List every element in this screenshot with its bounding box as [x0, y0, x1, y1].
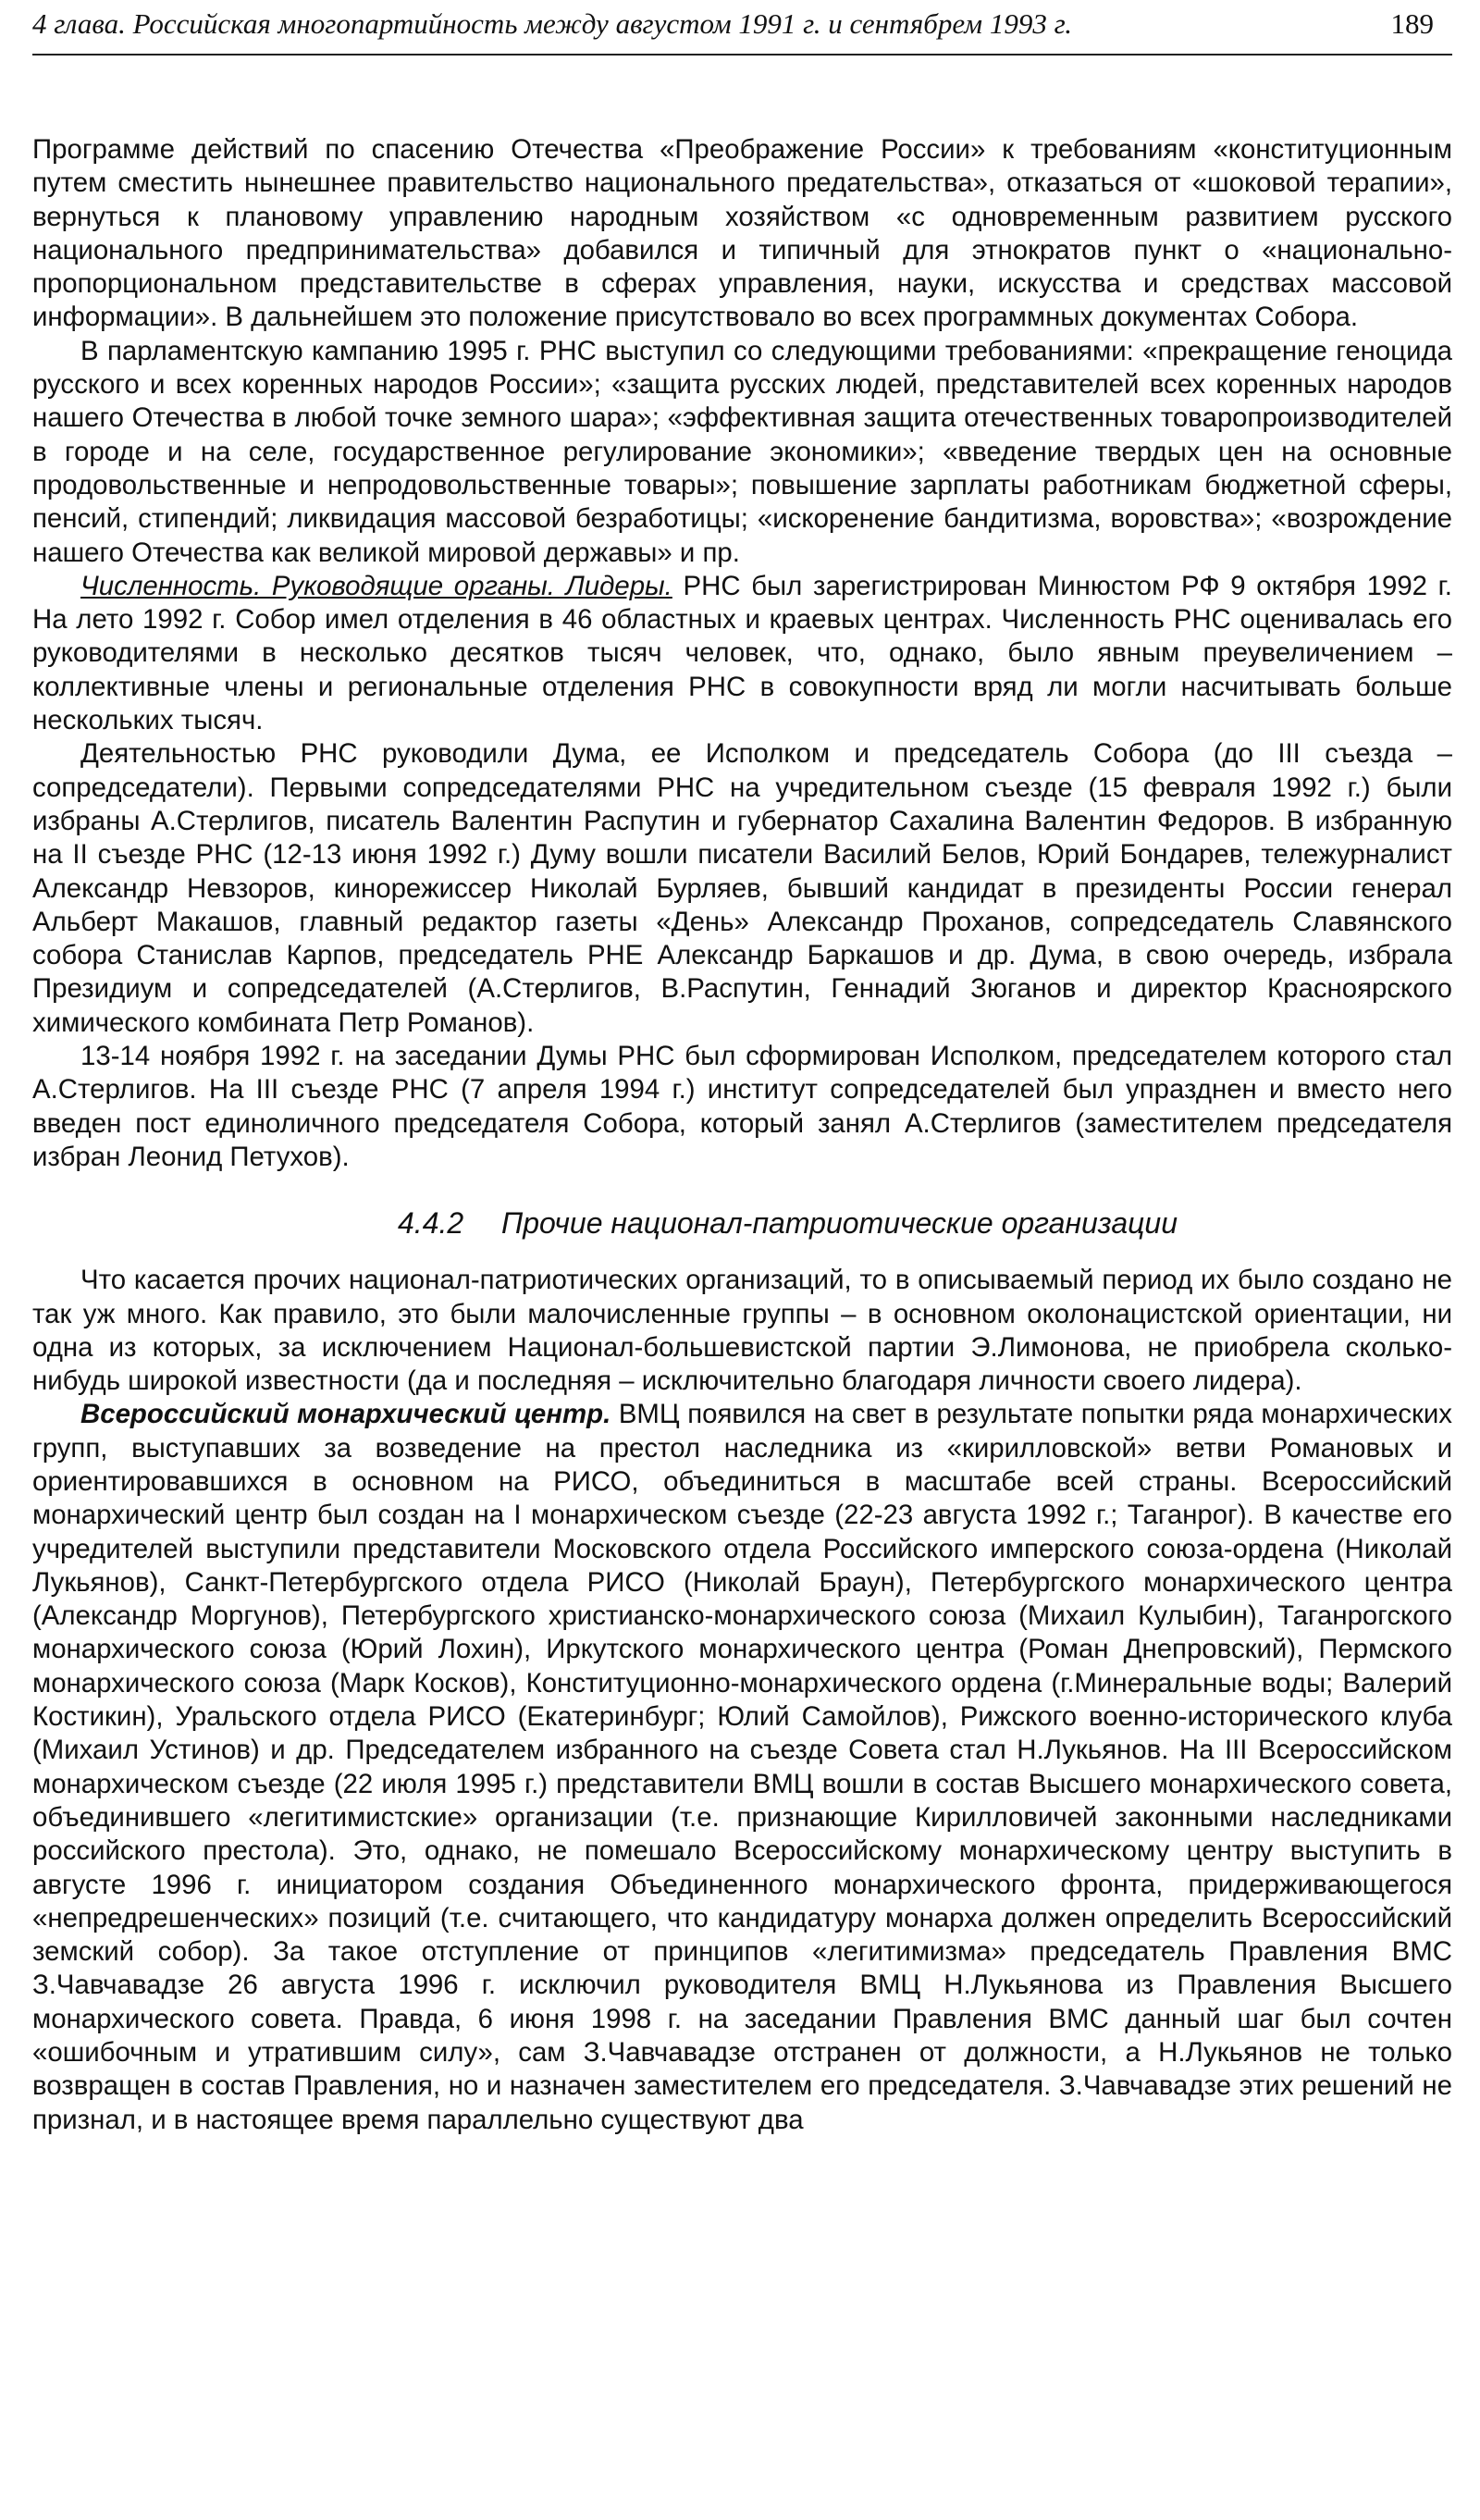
paragraph-lead-underlined: Численность. Руководящие органы. Лидеры.	[80, 570, 672, 601]
paragraph-program: Программе действий по спасению Отечества «Преображение России» к требованиям «конституционным путем сместить нынешнее правительство национального предательства», отказаться от «шоковой терапии», вернуться к плановому управлению народным хозяйством «с одновременным развитием русского национального предпринимательства» добавился и типичный для этнократов пункт о «национально-пропорциональном представительстве в сферах управления, науки, искусства и средствах массовой информации». В дальнейшем это положение присутствовало во всех программных документах Собора.	[32, 134, 1452, 333]
paragraph-executive-committee: 13-14 ноября 1992 г. на заседании Думы РНС был сформирован Исполком, председателем которого стал А.Стерлигов. На III съезде РНС (7 апреля 1994 г.) институт сопредседателей был упразднен и вместо него введен пост единоличного председателя Собора, который занял А.Стерлигов (заместителем председателя избран Леонид Петухов).	[32, 1041, 1452, 1172]
paragraph-text: ВМЦ появился на свет в результате попытки ряда монархических групп, выступавших за возведение на престол наследника из «кирилловской» ветви Романовых и ориентировавшихся в основном на РИСО, объединиться в масштабе всей страны. Всероссийский монархический центр был создан на I монархическом съезде (22-23 августа 1992 г.; Таганрог). В качестве его учредителей выступили представители Московского отдела Российского имперского союза-ордена (Николай Лукьянов), Санкт-Петербургского отдела РИСО (Николай Браун), Петербургского монархического центра (Александр Моргунов), Петербургского христианско-монархического союза (Михаил Кулыбин), Таганрогского монархического союза (Юрий Лохин), Иркутского монархического центра (Роман Днепровский), Пермского монархического союза (Марк Косков), Конституционно-монархического ордена (г.Минеральные воды; Валерий Костикин), Уральского отдела РИСО (Екатеринбург; Юлий Самойлов), Рижского военно-исторического клуба (Михаил Устинов) и др. Председателем избранного на съезде Совета стал Н.Лукьянов. На III Всероссийском монархическом съезде (22 июля 1995 г.) представители ВМЦ вошли в состав Высшего монархического совета, объединившего «легитимистские» организации (т.е. признающие Кирилловичей законными наследниками российского престола). Это, однако, не помешало Всероссийскому монархическому центру выступить в августе 1996 г. инициатором создания Объединенного монархического фронта, придерживающегося «непредрешенческих» позиций (т.е. считающего, что кандидатуру монарха должен определить Всероссийский земский собор). За такое отступление от принципов «легитимизма» председатель Правления ВМС З.Чавчавадзе 26 августа 1996 г. исключил руководителя ВМЦ Н.Лукьянова из Правления Высшего монархического совета. Правда, 6 июня 1998 г. на заседании Правления ВМС данный шаг был сочтен «ошибочным и утратившим силу», сам З.Чавчавадзе отстранен от должности, а Н.Лукьянов не только возвращен в состав Правления, но и назначен заместителем его председателя. З.Чавчавадзе этих решений не признал, и в настоящее время параллельно существуют два	[32, 1399, 1452, 2135]
document-page	[32, 0, 1452, 2137]
paragraph-monarchist-center	[32, 1398, 1452, 2137]
section-number: 4.4.2	[398, 1206, 464, 1241]
section-heading	[32, 1204, 1452, 1241]
paragraph-leadership: Деятельностью РНС руководили Дума, ее Исполком и председатель Собора (до III съезда – сопредседатели). Первыми сопредседателями РНС на учредительном съезде (15 февраля 1992 г.) были избраны А.Стерлигов, писатель Валентин Распутин и губернатор Сахалина Валентин Федоров. В избранную на II съезде РНС (12-13 июня 1992 г.) Думу вошли писатели Василий Белов, Юрий Бондарев, тележурналист Александр Невзоров, кинорежиссер Николай Бурляев, бывший кандидат в президенты России генерал Альберт Макашов, главный редактор газеты «День» Александр Проханов, сопредседатель Славянского собора Станислав Карпов, председатель РНЕ Александр Баркашов и др. Дума, в свою очередь, избрала Президиум и сопредседателей (А.Стерлигов, В.Распутин, Геннадий Зюганов и директор Красноярского химического комбината Петр Романов).	[32, 738, 1452, 1038]
chapter-title: 4 глава. Российская многопартийность между августом 1991 г. и сентябрем 1993 г.	[32, 7, 1073, 40]
paragraph-text: РНС был зарегистрирован Минюстом РФ 9 октября 1992 г. На лето 1992 г. Собор имел отделения в 46 областных и краевых центрах. Численность РНС оценивалась его руководителями в несколько десятков тысяч человек, что, однако, было явным преувеличением – коллективные члены и региональные отделения РНС в совокупности вряд ли могли насчитывать больше нескольких тысяч.	[32, 570, 1452, 736]
paragraph-other-organizations: Что касается прочих национал-патриотических организаций, то в описываемый период их было создано не так уж много. Как правило, это были малочисленные группы – в основном околонацистской ориентации, ни одна из которых, за исключением Национал-большевистской партии Э.Лимонова, не приобрела сколько-нибудь широкой известности (да и последняя – исключительно благодаря личности своего лидера).	[32, 1265, 1452, 1397]
paragraph-membership	[32, 570, 1452, 737]
running-header	[32, 0, 1452, 56]
body-text	[32, 133, 1452, 2137]
section-title: Прочие национал-патриотические организации	[501, 1206, 1178, 1241]
paragraph-campaign-1995: В парламентскую кампанию 1995 г. РНС выступил со следующими требованиями: «прекращение геноцида русского и всех коренных народов России»; «защита русских людей, представителей всех коренных народов нашего Отечества в любой точке земного шара»; «эффективная защита отечественных товаропроизводителей в городе и на селе, государственное регулирование экономики»; «введение твердых цен на основные продовольственные и непродовольственные товары»; повышение зарплаты работникам бюджетной сферы, пенсий, стипендий; ликвидация массовой безработицы; «искоренение бандитизма, воровства»; «возрождение нашего Отечества как великой мировой державы» и пр.	[32, 335, 1452, 568]
paragraph-lead-bold: Всероссийский монархический центр.	[80, 1399, 611, 1430]
page-number: 189	[1390, 7, 1434, 40]
